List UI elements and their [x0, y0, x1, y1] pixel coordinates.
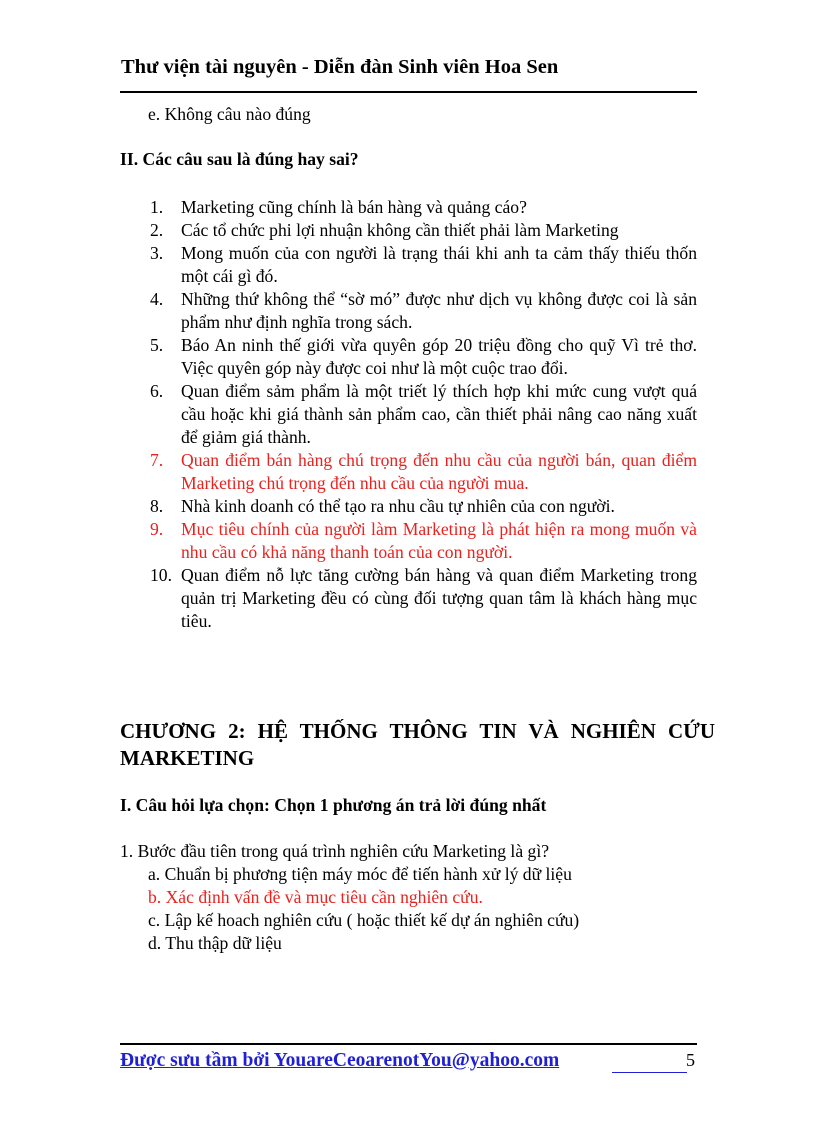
list-item-highlighted: 9. Mục tiêu chính của người làm Marketing là phát hiện ra mong muốn và nhu cầu có khả năng thanh toán của con người.: [150, 519, 697, 562]
question-text: 1. Bước đầu tiên trong quá trình nghiên cứu Marketing là gì?: [120, 841, 550, 861]
page-number: 5: [686, 1050, 695, 1070]
chapter-title: CHƯƠNG 2: HỆ THỐNG THÔNG TIN VÀ NGHIÊN CỨU MARKETING: [120, 719, 715, 770]
footer-credit-link[interactable]: Được sưu tầm bởi YouareCeoarenotYou@yahoo.com: [120, 1050, 560, 1071]
footer-underline: [612, 1072, 687, 1073]
option-c: c. Lập kế hoach nghiên cứu ( hoặc thiết kế dự án nghiên cứu): [148, 910, 580, 930]
list-item: 4. Những thứ không thể “sờ mó” được như dịch vụ không được coi là sản phẩm như định nghĩa trong sách.: [150, 289, 697, 332]
list-item: 10. Quan điểm nỗ lực tăng cường bán hàng và quan điểm Marketing trong quản trị Marketing đều có cùng đối tượng quan tâm là khách hàng mục tiêu.: [150, 565, 697, 631]
list-item: 8. Nhà kinh doanh có thể tạo ra nhu cầu tự nhiên của con người.: [150, 496, 615, 516]
list-item: 1. Marketing cũng chính là bán hàng và quảng cáo?: [150, 197, 527, 217]
option-d: d. Thu thập dữ liệu: [148, 933, 282, 953]
option-b-answer: b. Xác định vấn đề và mục tiêu cần nghiên cứu.: [148, 887, 483, 907]
list-item: 2. Các tổ chức phi lợi nhuận không cần thiết phải làm Marketing: [150, 220, 619, 240]
header-divider: [120, 91, 697, 93]
list-item: 3. Mong muốn của con người là trạng thái khi anh ta cảm thấy thiếu thốn một cái gì đó.: [150, 243, 697, 286]
list-item-highlighted: 7. Quan điểm bán hàng chú trọng đến nhu cầu của người bán, quan điểm Marketing chú trọng đến nhu cầu của người mua.: [150, 450, 697, 493]
section-multiple-choice-heading: I. Câu hỏi lựa chọn: Chọn 1 phương án trả lời đúng nhất: [120, 795, 547, 815]
option-e: e. Không câu nào đúng: [148, 104, 311, 124]
section-true-false-heading: II. Các câu sau là đúng hay sai?: [120, 149, 359, 169]
page-header-title: Thư viện tài nguyên - Diễn đàn Sinh viên Hoa Sen: [121, 56, 559, 78]
list-item: 6. Quan điểm sảm phẩm là một triết lý thích hợp khi mức cung vượt quá cầu hoặc khi giá thành sản phẩm cao, cần thiết phải nâng cao năng xuất để giảm giá thành.: [150, 381, 697, 447]
footer-divider: [120, 1043, 697, 1045]
true-false-list: [150, 196, 697, 633]
option-a: a. Chuẩn bị phương tiện máy móc để tiến hành xử lý dữ liệu: [148, 864, 572, 884]
list-item: 5. Báo An ninh thế giới vừa quyên góp 20 triệu đồng cho quỹ Vì trẻ thơ. Việc quyên góp này được coi như là một cuộc trao đổi.: [150, 335, 697, 378]
